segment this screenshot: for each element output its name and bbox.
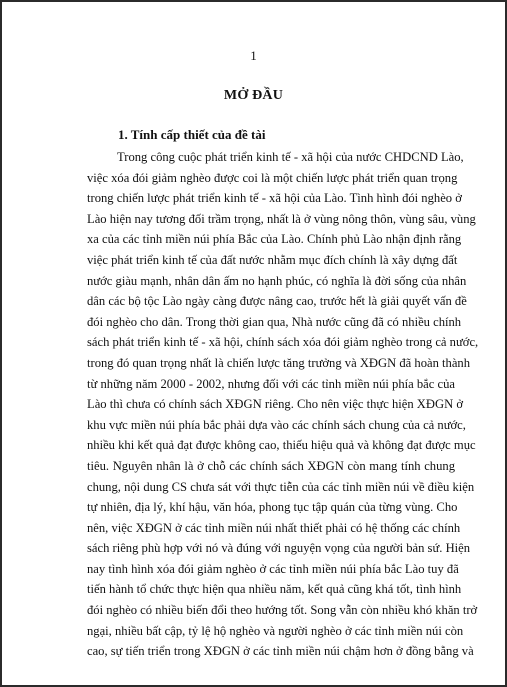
text-line: từ những năm 2000 - 2002, nhưng đối với các tỉnh miền núi phía bắc của [87, 376, 455, 391]
text-line: ngại, nhiều bất cập, tỷ lệ hộ nghèo và người nghèo ở các tỉnh miền núi còn [87, 623, 464, 638]
page-number: 1 [250, 48, 257, 63]
text-line: nhiều khi kết quả đạt được không cao, thiếu hiệu quả và không đạt được mục [87, 438, 476, 453]
text-line: dân các bộ tộc Lào ngày càng được nâng cao, trước hết là giải quyết vấn đề [87, 294, 467, 309]
text-line: trong đó quan trọng nhất là chiến lược tăng trưởng và XĐGN đã hoàn thành [87, 355, 471, 370]
text-line: trong chiến lược phát triển kinh tế - xã hội của Lào. Tình hình đói nghèo ở [87, 191, 462, 206]
page-title: MỞ ĐẦU [223, 88, 284, 103]
text-line: nước giàu mạnh, nhân dân ấm no hạnh phúc, có nghĩa là đời sống của nhân [87, 273, 467, 288]
text-line: việc phát triển kinh tế của đất nước nhằm mục đích chính là xây dựng đất [87, 252, 458, 267]
text-line: tiêu. Nguyên nhân là ở chỗ các chính sách XĐGN còn mang tính chung [87, 458, 455, 473]
text-line: sách riêng phù hợp với nó và đúng với nguyện vọng của người bản sứ. Hiện [87, 541, 471, 556]
text-line: việc xóa đói giảm nghèo được coi là một chiến lược phát triển quan trọng [87, 170, 458, 185]
text-line: Lào hiện nay tương đối trầm trọng, nhất là ở vùng nông thôn, vùng sâu, vùng [87, 211, 476, 226]
section-heading: 1. Tính cấp thiết của đề tài [118, 127, 266, 142]
text-line: đói nghèo có nhiều biến đổi theo hướng tốt. Song vẫn còn nhiều khó khăn trở [87, 603, 478, 618]
text-line: Trong công cuộc phát triển kinh tế - xã hội của nước CHDCND Lào, [117, 150, 464, 164]
text-line: tự nhiên, địa lý, khí hậu, văn hóa, phong tục tập quán của từng vùng. Cho [87, 500, 458, 515]
text-line: nay tình hình xóa đói giảm nghèo ở các tỉnh miền núi phía bắc Lào tuy đã [87, 561, 459, 576]
text-line: xa của các tỉnh miền núi phía Bắc của Lào. Chính phủ Lào nhận định rằng [87, 232, 462, 247]
text-line: cao, sự tiến triển trong XĐGN ở các tỉnh miền núi chậm hơn ở đồng bằng và [87, 644, 474, 659]
body-paragraph [87, 147, 479, 662]
text-line: tiến hành tổ chức thực hiện qua nhiều năm, kết quả cũng khá tốt, tình hình [87, 582, 462, 597]
text-line: Lào thì chưa có chính sách XĐGN riêng. Cho nên việc thực hiện XĐGN ở [87, 397, 463, 412]
text-line: sách phát triển kinh tế - xã hội, chính sách xóa đói giảm nghèo trong cả nước, [87, 335, 479, 350]
text-line: khu vực miền núi phía bắc phải dựa vào các chính sách chung của cả nước, [87, 417, 466, 432]
text-line: đói nghèo cho dân. Trong thời gian qua, Nhà nước cũng đã có nhiều chính [87, 314, 462, 329]
text-line: chung, nội dung CS chưa sát với thực tiễn của các tỉnh miền núi về điều kiện [87, 479, 475, 494]
text-line: nên, việc XĐGN ở các tỉnh miền núi nhất thiết phải có hệ thống các chính [87, 520, 461, 535]
